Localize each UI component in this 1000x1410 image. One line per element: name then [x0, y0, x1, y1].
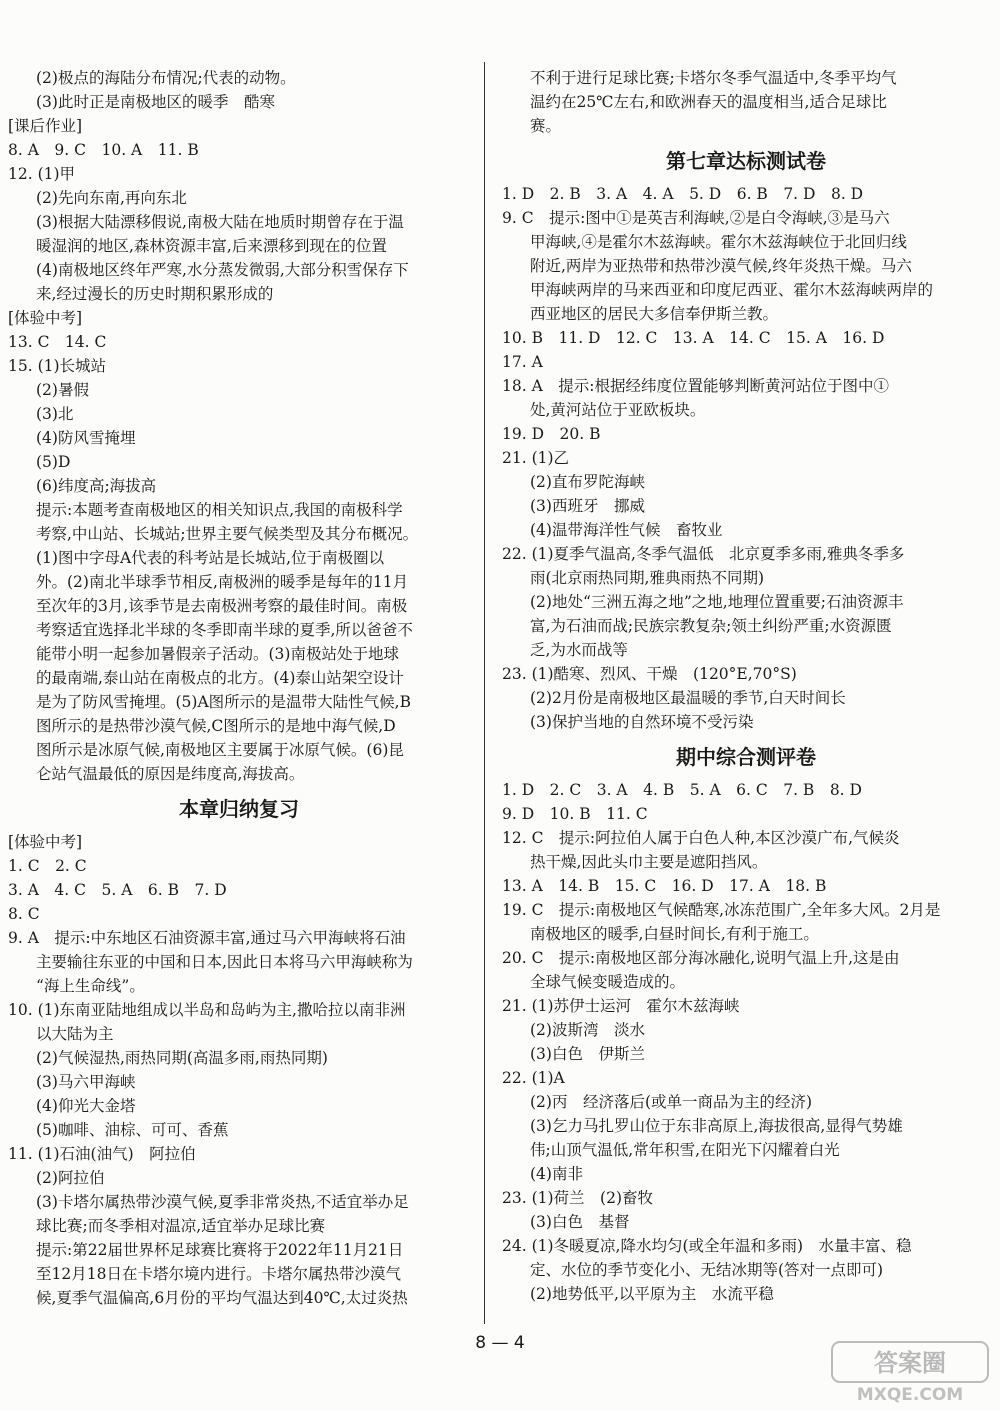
- answer-item: 21. (1)苏伊士运河 霍尔木兹海峡: [502, 997, 740, 1015]
- answer-item: 24. (1)冬暖夏凉,降水均匀(或全年温和多雨) 水量丰富、稳: [502, 1237, 912, 1255]
- answer-continuation: 至次年的3月,该季节是去南极洲考察的最佳时间。南极: [36, 597, 408, 615]
- answer-continuation: 至12月18日在卡塔尔境内进行。卡塔尔属热带沙漠气: [36, 1265, 401, 1283]
- answer-continuation: (2)阿拉伯: [36, 1169, 105, 1187]
- answer-continuation: (2)直布罗陀海峡: [530, 473, 645, 491]
- answer-continuation: (2)波斯湾 淡水: [530, 1021, 645, 1039]
- answer-continuation: 是为了防风雪掩埋。(5)A图所示的是温带大陆性气候,B: [36, 693, 411, 711]
- answer-continuation: 球比赛;而冬季相对温凉,适宜举办足球比赛: [36, 1217, 326, 1235]
- answer-item: 15. (1)长城站: [8, 357, 107, 375]
- section-heading: 期中综合测评卷: [676, 745, 816, 769]
- answer-continuation: (3)西班牙 挪威: [530, 497, 645, 515]
- answer-continuation: 不利于进行足球比赛;卡塔尔冬季气温适中,冬季平均气: [530, 69, 897, 87]
- answer-continuation: 伟;山顶气温低,常年积雪,在阳光下闪耀着白光: [530, 1141, 840, 1159]
- answer-continuation: 以大陆为主: [36, 1025, 114, 1043]
- answer-continuation: (3)此时正是南极地区的暖季 酷寒: [36, 93, 275, 111]
- section-heading: 第七章达标测试卷: [666, 149, 826, 173]
- answer-continuation: 赛。: [530, 117, 562, 135]
- answer-continuation: (2)地处“三洲五海之地”之地,地理位置重要;石油资源丰: [530, 593, 904, 611]
- section-label: [课后作业]: [8, 117, 83, 135]
- answer-item: 17. A: [502, 353, 543, 371]
- answer-item: 22. (1)夏季气温高,冬季气温低 北京夏季多雨,雅典冬季多: [502, 545, 905, 563]
- answer-continuation: (5)咖啡、油棕、可可、香蕉: [36, 1121, 229, 1139]
- answer-item: 22. (1)A: [502, 1069, 565, 1087]
- answer-continuation: (4)南非: [530, 1165, 583, 1183]
- answer-continuation: (3)马六甲海峡: [36, 1073, 136, 1091]
- answer-continuation: (2)极点的海陆分布情况;代表的动物。: [36, 69, 296, 87]
- answer-continuation: (3)白色 基督: [530, 1213, 630, 1231]
- answer-continuation: 来,经过漫长的历史时期积累形成的: [36, 285, 274, 303]
- answer-continuation: (4)温带海洋性气候 畜牧业: [530, 521, 723, 539]
- answer-item: 10. (1)东南亚陆地组成以半岛和岛屿为主,撒哈拉以南非洲: [8, 1001, 406, 1019]
- answer-continuation: 外。(2)南北半球季节相反,南极洲的暖季是每年的11月: [36, 573, 409, 591]
- answer-continuation: 处,黄河站位于亚欧板块。: [530, 401, 706, 419]
- answer-continuation: 定、水位的季节变化小、无结冰期等(答对一点即可): [530, 1261, 884, 1279]
- answer-continuation: (6)纬度高;海拔高: [36, 477, 157, 495]
- answer-continuation: 附近,两岸为亚热带和热带沙漠气候,终年炎热干燥。马六: [530, 257, 912, 275]
- right-column: [502, 66, 990, 1306]
- answer-continuation: 提示:本题考查南极地区的相关知识点,我国的南极科学: [36, 501, 403, 519]
- answer-continuation: (4)防风雪掩埋: [36, 429, 136, 447]
- answer-continuation: (3)卡塔尔属热带沙漠气候,夏季非常炎热,不适宜举办足: [36, 1193, 409, 1211]
- answer-item: 20. C 提示:南极地区部分海冰融化,说明气温上升,这是由: [502, 949, 900, 967]
- answer-item: 13. A 14. B 15. C 16. D 17. A 18. B: [502, 877, 827, 895]
- answer-continuation: 温约在25℃左右,和欧洲春天的温度相当,适合足球比: [530, 93, 887, 111]
- answer-continuation: 南极地区的暖季,白昼时间长,有利于施工。: [530, 925, 819, 943]
- answer-continuation: (2)气候湿热,雨热同期(高温多雨,雨热同期): [36, 1049, 328, 1067]
- answer-item: 1. D 2. C 3. A 4. B 5. A 6. C 7. B 8. D: [502, 781, 862, 799]
- answer-continuation: (2)先向东南,再向东北: [36, 189, 187, 207]
- answer-continuation: (4)仰光大金塔: [36, 1097, 136, 1115]
- answer-continuation: (3)根据大陆漂移假说,南极大陆在地质时期曾存在于温: [36, 213, 404, 231]
- answer-item: 11. (1)石油(油气) 阿拉伯: [8, 1145, 196, 1163]
- answer-continuation: (3)北: [36, 405, 74, 423]
- answer-item: 9. A 提示:中东地区石油资源丰富,通过马六甲海峡将石油: [8, 929, 406, 947]
- watermark-text: 答案圈: [874, 1349, 946, 1377]
- answer-item: 19. D 20. B: [502, 425, 601, 443]
- answer-continuation: 暖湿润的地区,森林资源丰富,后来漂移到现在的位置: [36, 237, 387, 255]
- answer-item: 18. A 提示:根据经纬度位置能够判断黄河站位于图中①: [502, 377, 889, 395]
- answer-continuation: 候,夏季气温偏高,6月份的平均气温达到40℃,太过炎热: [36, 1289, 408, 1307]
- answer-continuation: 乏,为水而战等: [530, 641, 628, 659]
- answer-continuation: (3)白色 伊斯兰: [530, 1045, 645, 1063]
- section-label: [体验中考]: [8, 833, 83, 851]
- answer-item: 10. B 11. D 12. C 13. A 14. C 15. A 16. D: [502, 329, 885, 347]
- answer-continuation: 富,为石油而战;民族宗教复杂;领土纠纷严重;水资源匮: [530, 617, 892, 635]
- answer-item: 8. A 9. C 10. A 11. B: [8, 141, 199, 159]
- answer-continuation: (4)南极地区终年严寒,水分蒸发微弱,大部分积雪保存下: [36, 261, 409, 279]
- answer-continuation: 仑站气温最低的原因是纬度高,海拔高。: [36, 765, 305, 783]
- answer-continuation: 提示:第22届世界杯足球赛比赛将于2022年11月21日: [36, 1241, 404, 1259]
- answer-item: 1. D 2. B 3. A 4. A 5. D 6. B 7. D 8. D: [502, 185, 864, 203]
- answer-continuation: 图所示是冰原气候,南极地区主要属于冰原气候。(6)昆: [36, 741, 404, 759]
- answer-item: 12. (1)甲: [8, 165, 76, 183]
- answer-continuation: 主要输往东亚的中国和日本,因此日本将马六甲海峡称为: [36, 953, 413, 971]
- watermark-logo: [830, 1338, 990, 1406]
- answer-continuation: 能带小明一起参加暑假亲子活动。(3)南极站处于地球: [36, 645, 399, 663]
- section-heading: 本章归纳复习: [179, 797, 299, 821]
- answer-continuation: 雨(北京雨热同期,雅典雨热不同期): [530, 569, 765, 587]
- answer-continuation: (3)保护当地的自然环境不受污染: [530, 713, 754, 731]
- answer-item: 3. A 4. C 5. A 6. B 7. D: [8, 881, 227, 899]
- answer-continuation: (2)暑假: [36, 381, 89, 399]
- section-label: [体验中考]: [8, 309, 83, 327]
- answer-continuation: 甲海峡,④是霍尔木兹海峡。霍尔木兹海峡位于北回归线: [530, 233, 907, 251]
- answer-continuation: (2)2月份是南极地区最温暖的季节,白天时间长: [530, 689, 846, 707]
- answer-continuation: 热干燥,因此头巾主要是遮阳挡风。: [530, 853, 768, 871]
- answer-item: 9. D 10. B 11. C: [502, 805, 648, 823]
- answer-item: 9. C 提示:图中①是英吉利海峡,②是白令海峡,③是马六: [502, 209, 890, 227]
- answer-continuation: 的最南端,泰山站在南极点的北方。(4)泰山站架空设计: [36, 669, 404, 687]
- left-column: [8, 66, 470, 1310]
- answer-continuation: (2)地势低平,以平原为主 水流平稳: [530, 1285, 774, 1303]
- answer-continuation: 西亚地区的居民大多信奉伊斯兰教。: [530, 305, 779, 323]
- answer-continuation: 图所示的是热带沙漠气候,C图所示的是地中海气候,D: [36, 717, 396, 735]
- column-divider: [484, 62, 485, 1324]
- answer-continuation: (5)D: [36, 453, 71, 471]
- answer-continuation: (1)图中字母A代表的科考站是长城站,位于南极圈以: [36, 549, 385, 567]
- answer-continuation: (3)乞力马扎罗山位于东非高原上,海拔很高,显得气势雄: [530, 1117, 903, 1135]
- answer-item: 8. C: [8, 905, 40, 923]
- answer-continuation: 考察,中山站、长城站;世界主要气候类型及其分布概况。: [36, 525, 419, 543]
- page-number: 8 — 4: [475, 1333, 525, 1353]
- answer-item: 19. C 提示:南极地区气候酷寒,冰冻范围广,全年多大风。2月是: [502, 901, 941, 919]
- answer-item: 13. C 14. C: [8, 333, 107, 351]
- watermark-url: MXQE.COM: [856, 1385, 964, 1405]
- answer-continuation: 考察适宜选择北半球的冬季即南半球的夏季,所以爸爸不: [36, 621, 413, 639]
- answer-item: 1. C 2. C: [8, 857, 87, 875]
- answer-item: 23. (1)荷兰 (2)畜牧: [502, 1189, 653, 1207]
- answer-item: 21. (1)乙: [502, 449, 570, 467]
- answer-continuation: “海上生命线”。: [36, 977, 145, 995]
- answer-item: 23. (1)酷寒、烈风、干燥 (120°E,70°S): [502, 665, 797, 683]
- answer-continuation: (2)丙 经济落后(或单一商品为主的经济): [530, 1093, 813, 1111]
- answer-item: 12. C 提示:阿拉伯人属于白色人种,本区沙漠广布,气候炎: [502, 829, 900, 847]
- answer-continuation: 全球气候变暖造成的。: [530, 973, 686, 991]
- answer-continuation: 甲海峡两岸的马来西亚和印度尼西亚、霍尔木兹海峡两岸的: [530, 281, 934, 299]
